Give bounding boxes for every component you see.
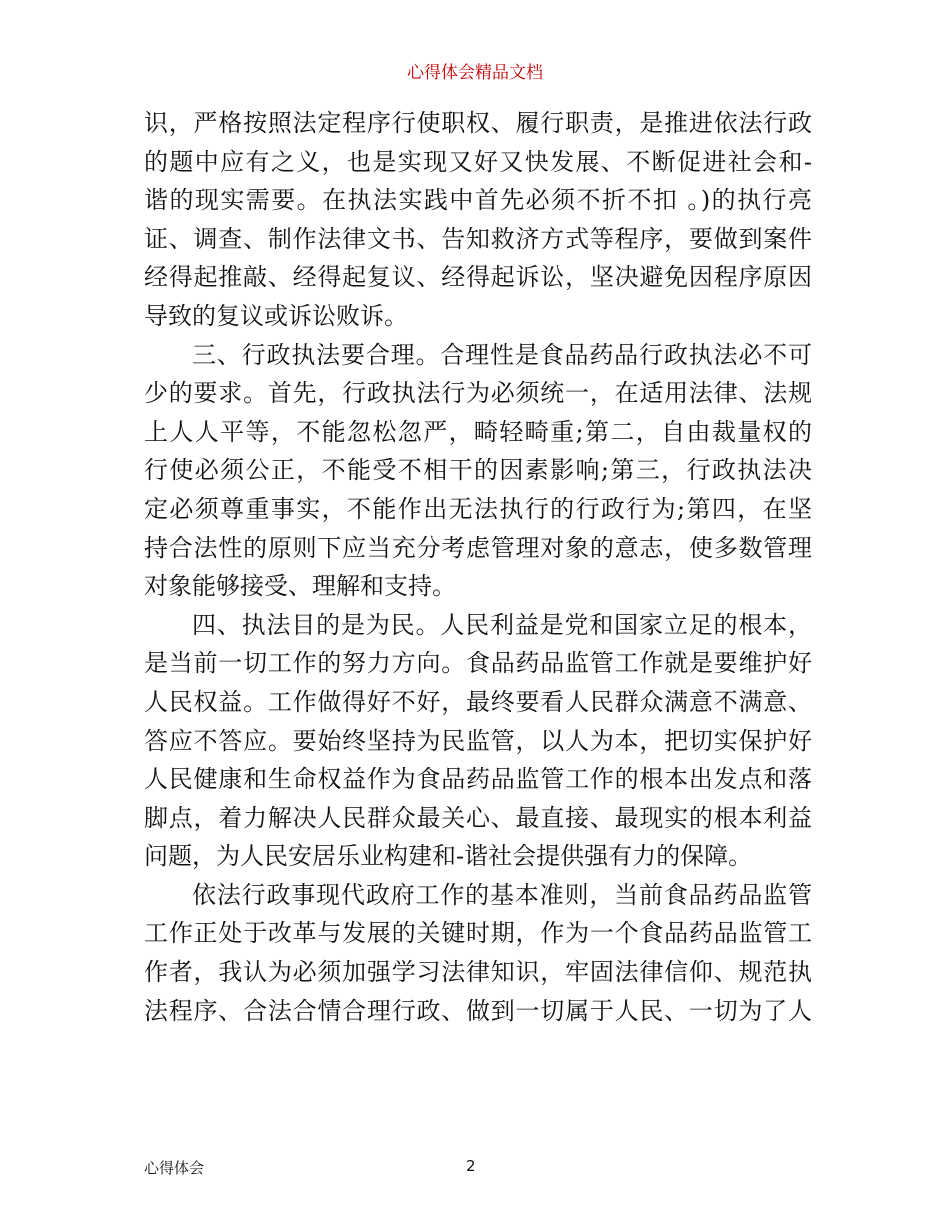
text-line: 定必须尊重事实，不能作出无法执行的行政行为;第四，在坚 [144, 494, 812, 523]
text-line: 工作正处于改革与发展的关键时期，作为一个食品药品监管工 [144, 919, 812, 948]
page-footer [144, 1157, 812, 1177]
text-line: 证、调查、制作法律文书、告知救济方式等程序，要做到案件 [144, 224, 812, 253]
text-line: 少的要求。首先，行政执法行为必须统一，在适用法律、法规 [144, 379, 812, 408]
page-number: 2 [466, 1157, 476, 1175]
text-line: 问题，为人民安居乐业构建和-谐社会提供强有力的保障。 [144, 842, 753, 871]
text-line: 答应不答应。要始终坚持为民监管，以人为本，把切实保护好 [144, 726, 812, 755]
text-line: 持合法性的原则下应当充分考虑管理对象的意志，使多数管理 [144, 533, 812, 562]
text-line: 依法行政事现代政府工作的基本准则，当前食品药品监管 [192, 880, 812, 909]
text-line: 经得起推敲、经得起复议、经得起诉讼，坚决避免因程序原因 [144, 263, 812, 292]
text-line: 识，严格按照法定程序行使职权、履行职责，是推进依法行政 [144, 109, 812, 137]
text-line: 上人人平等，不能忽松忽严，畸轻畸重;第二，自由裁量权的 [144, 417, 812, 446]
text-line: 的题中应有之义，也是实现又好又快发展、不断促进社会和- [144, 147, 812, 176]
document-body [144, 104, 812, 1030]
text-line: 四、执法目的是为民。人民利益是党和国家立足的根本， [192, 610, 812, 639]
text-line: 法程序、合法合情合理行政、做到一切属于人民、一切为了人 [144, 996, 812, 1025]
text-line: 对象能够接受、理解和支持。 [144, 572, 456, 601]
text-line: 是当前一切工作的努力方向。食品药品监管工作就是要维护好 [144, 649, 812, 678]
page-header-title: 心得体会精品文档 [407, 63, 543, 83]
text-line: 谐的现实需要。在执法实践中首先必须不折不扣 。)的执行亮 [144, 186, 812, 215]
text-line: 脚点，着力解决人民群众最关心、最直接、最现实的根本利益 [144, 803, 812, 832]
text-line: 人民权益。工作做得好不好，最终要看人民群众满意不满意、 [144, 687, 812, 716]
footer-label: 心得体会 [144, 1159, 205, 1177]
text-line: 导致的复议或诉讼败诉。 [144, 301, 408, 330]
text-line: 行使必须公正，不能受不相干的因素影响;第三，行政执法决 [144, 456, 812, 485]
text-line: 作者，我认为必须加强学习法律知识，牢固法律信仰、规范执 [144, 958, 812, 987]
text-line: 三、行政执法要合理。合理性是食品药品行政执法必不可 [192, 340, 812, 369]
text-line: 人民健康和生命权益作为食品药品监管工作的根本出发点和落 [144, 765, 812, 794]
